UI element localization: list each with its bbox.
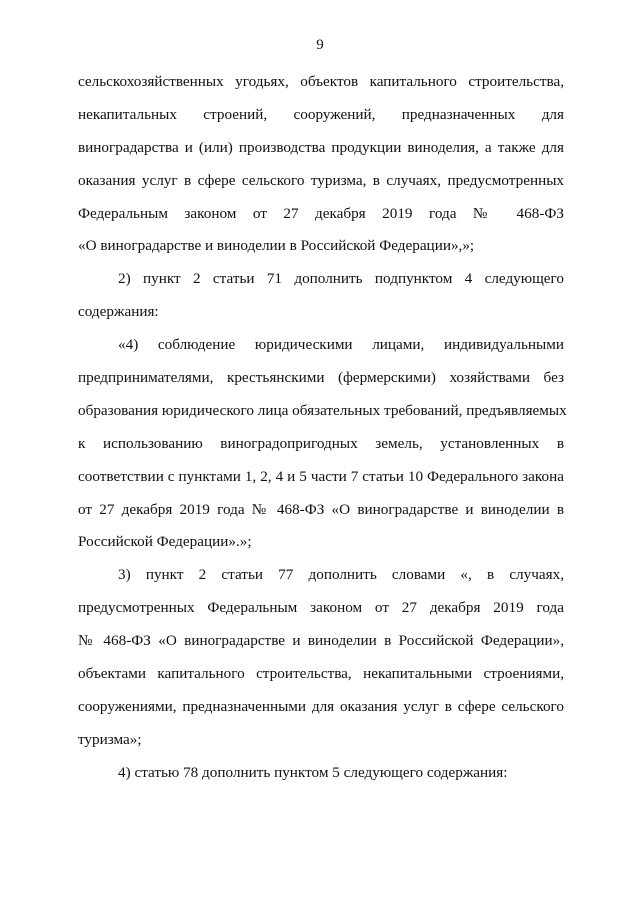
text-line: «О виноградарстве и виноделии в Российской Федерации»,»; [78, 237, 475, 255]
text-line: оказания услуг в сфере сельского туризма, в случаях, предусмотренных [78, 171, 564, 189]
text-line: сельскохозяйственных угодьях, объектов капитального строительства, [78, 73, 564, 90]
document-body [78, 66, 567, 790]
text-line: содержания: [78, 303, 159, 321]
text-line: виноградарства и (или) производства продукции виноделия, а также для [78, 138, 564, 156]
text-line: предусмотренных Федеральным законом от 27 декабря 2019 года [78, 599, 564, 617]
text-line: сооружениями, предназначенными для оказания услуг в сфере сельского [78, 697, 564, 715]
text-line: № 468-ФЗ «О виноградарстве и виноделии в Российской Федерации», [78, 632, 564, 650]
text-line: Российской Федерации».»; [78, 533, 252, 551]
text-line: 2) пункт 2 статьи 71 дополнить подпунктом 4 следующего [118, 270, 564, 288]
text-line: туризма»; [78, 730, 142, 748]
text-line: 4) статью 78 дополнить пунктом 5 следующего содержания: [118, 763, 508, 781]
text-line: Федеральным законом от 27 декабря 2019 года № 468-ФЗ [78, 204, 564, 222]
text-line: к использованию виноградопригодных земель, установленных в [78, 434, 564, 452]
text-line: предпринимателями, крестьянскими (фермерскими) хозяйствами без [78, 369, 564, 387]
page-number: 9 [316, 37, 324, 53]
text-line: от 27 декабря 2019 года № 468-ФЗ «О виноградарстве и виноделии в [78, 500, 564, 518]
text-line: некапитальных строений, сооружений, предназначенных для [78, 105, 564, 123]
text-line: «4) соблюдение юридическими лицами, индивидуальными [118, 336, 564, 354]
text-line: объектами капитального строительства, некапитальными строениями, [78, 665, 564, 683]
text-line: 3) пункт 2 статьи 77 дополнить словами «, в случаях, [118, 566, 564, 584]
text-line: соответствии с пунктами 1, 2, 4 и 5 части 7 статьи 10 Федерального закона [78, 467, 564, 485]
text-line: образования юридического лица обязательных требований, предъявляемых [78, 401, 567, 419]
